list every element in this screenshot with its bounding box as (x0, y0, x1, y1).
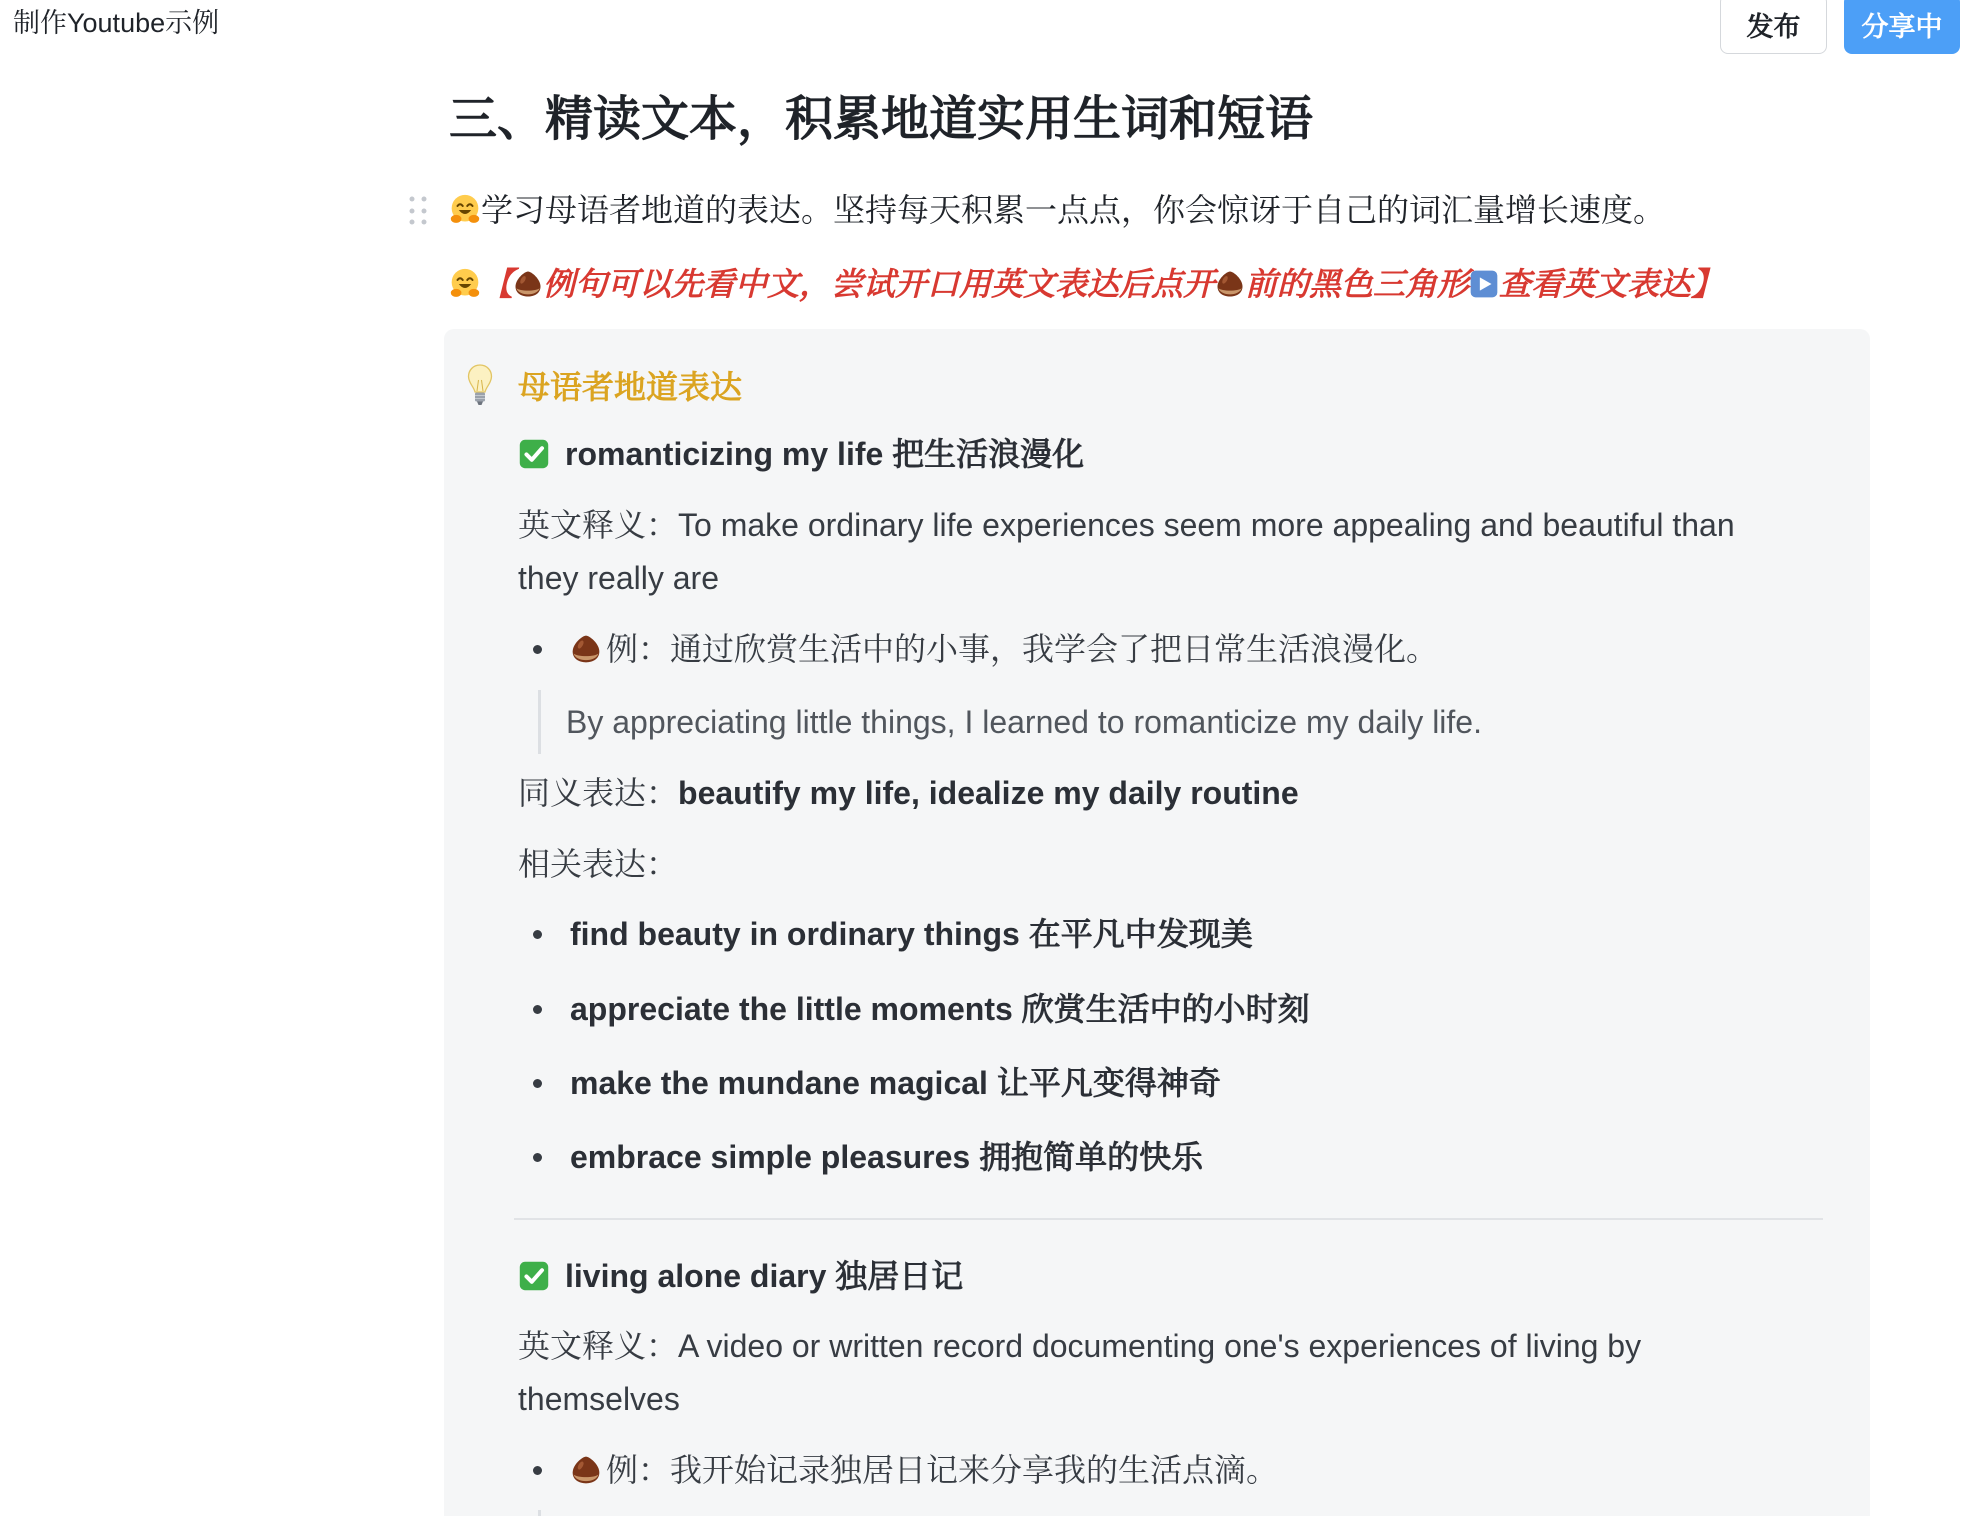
tip-open-bracket: 【 (481, 266, 514, 302)
synonyms-label: 同义表达： (518, 775, 679, 811)
play-button-icon (1469, 269, 1499, 299)
check-mark-icon (518, 438, 550, 470)
bullet-dot (533, 1079, 542, 1088)
definition-text: A video or written record documenting one's experiences of living by themselves (518, 1328, 1642, 1417)
related-list-item[interactable] (528, 987, 1310, 1031)
related-text: make the mundane magical 让平凡变得神奇 (570, 1065, 1221, 1101)
tip-text-part2: 前的黑色三角形 (1245, 266, 1470, 302)
check-mark-icon (518, 1260, 550, 1292)
related-list-item[interactable] (528, 1061, 1221, 1105)
related-list-item[interactable] (528, 912, 1253, 956)
related-text: find beauty in ordinary things 在平凡中发现美 (570, 916, 1253, 952)
example-chinese: 通过欣赏生活中的小事，我学会了把日常生活浪漫化。 (670, 631, 1439, 667)
doc-title: 制作Youtube示例 (13, 8, 220, 38)
term-text: romanticizing my life 把生活浪漫化 (565, 436, 1085, 472)
quote-bar (538, 1510, 541, 1516)
definition-label: 英文释义： (518, 507, 679, 543)
divider (514, 1218, 1823, 1220)
term-text: living alone diary 独居日记 (565, 1258, 964, 1294)
callout-title[interactable]: 母语者地道表达 (518, 369, 743, 405)
expression-term[interactable] (518, 1254, 963, 1298)
chestnut-icon (570, 1454, 602, 1486)
intro-paragraph[interactable] (449, 188, 1665, 232)
intro-text: 学习母语者地道的表达。坚持每天积累一点点，你会惊讶于自己的词汇量增长速度。 (481, 192, 1666, 228)
hugging-face-icon (449, 268, 481, 300)
share-button[interactable]: 分享中 (1844, 0, 1960, 54)
example-label: 例： (606, 631, 671, 667)
related-list-item[interactable] (528, 1135, 1203, 1179)
expression-term[interactable] (518, 432, 1084, 476)
chestnut-icon (570, 633, 602, 665)
light-bulb-icon[interactable] (467, 363, 493, 407)
example-label: 例： (606, 1452, 671, 1488)
example-list-item[interactable] (528, 1448, 1278, 1492)
definition-paragraph[interactable] (518, 1320, 1773, 1426)
hugging-face-icon (449, 194, 481, 226)
synonyms-paragraph[interactable] (518, 771, 1299, 815)
example-chinese: 我开始记录独居日记来分享我的生活点滴。 (670, 1452, 1279, 1488)
definition-paragraph[interactable] (518, 499, 1773, 605)
chestnut-icon (1215, 269, 1245, 299)
bullet-dot (533, 930, 542, 939)
tip-text-part3: 查看英文表达】 (1499, 266, 1724, 302)
related-label[interactable]: 相关表达： (518, 846, 679, 882)
section-heading[interactable]: 三、精读文本，积累地道实用生词和短语 (449, 93, 1314, 146)
definition-label: 英文释义： (518, 1328, 679, 1364)
definition-text: To make ordinary life experiences seem more appealing and beautiful than they really are (518, 507, 1735, 596)
bullet-dot (533, 1153, 542, 1162)
callout-block[interactable] (444, 329, 1870, 1516)
tip-paragraph[interactable] (449, 262, 1723, 306)
example-english-quote[interactable]: By appreciating little things, I learned to romanticize my daily life. (566, 704, 1482, 740)
related-text: appreciate the little moments 欣赏生活中的小时刻 (570, 991, 1310, 1027)
bullet-dot (533, 645, 542, 654)
synonyms-text: beautify my life, idealize my daily routine (678, 775, 1299, 811)
bullet-dot (533, 1005, 542, 1014)
chestnut-icon (513, 269, 543, 299)
tip-text-part1: 例句可以先看中文，尝试开口用英文表达后点开 (543, 266, 1216, 302)
example-list-item[interactable] (528, 627, 1438, 671)
quote-bar (538, 690, 541, 754)
related-text: embrace simple pleasures 拥抱简单的快乐 (570, 1139, 1204, 1175)
publish-button[interactable]: 发布 (1720, 0, 1827, 54)
bullet-dot (533, 1466, 542, 1475)
drag-handle-icon[interactable] (408, 196, 432, 226)
